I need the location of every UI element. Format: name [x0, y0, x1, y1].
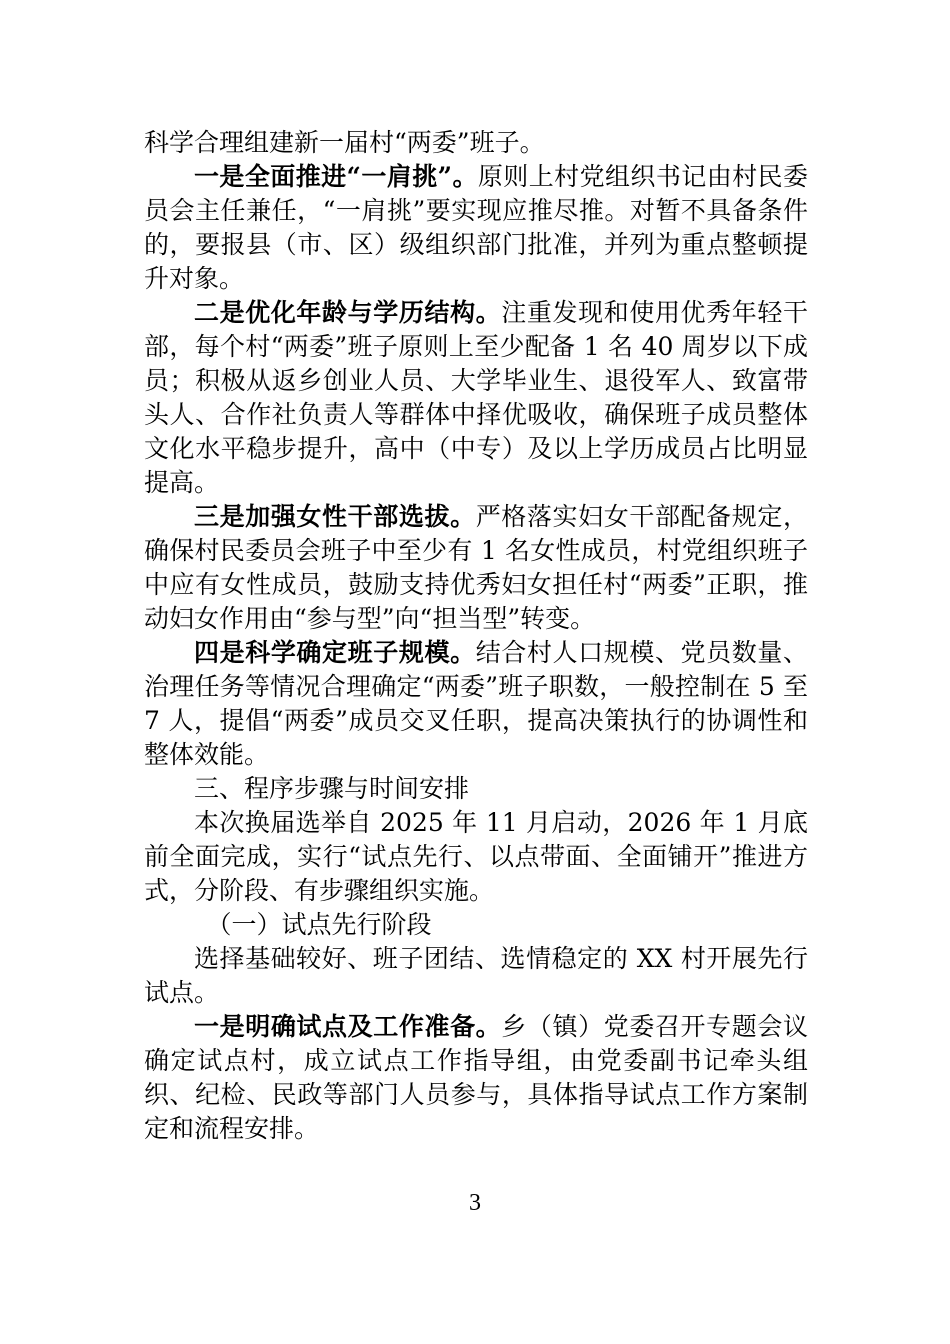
paragraph-lead: 二是优化年龄与学历结构。: [194, 298, 502, 327]
paragraph-text: 原则上村党组织书记由村民委员会主任兼任，“一肩挑”要实现应推尽推。对暂不具备条件的，要报县（市、区）级组织部门批准，并列为重点整顿提升对象。: [144, 162, 808, 293]
paragraph-lead: 四是科学确定班子规模。: [194, 638, 476, 667]
paragraph-text: 选择基础较好、班子团结、选情稳定的 XX 村开展先行试点。: [144, 944, 808, 1007]
paragraph-lead: 三是加强女性干部选拔。: [194, 502, 476, 531]
heading-text: （一）试点先行阶段: [206, 910, 432, 939]
paragraph-continuation: [144, 126, 808, 160]
paragraph-text: 结合村人口规模、党员数量、治理任务等情况合理确定“两委”班子职数，一般控制在 5 至 7 人，提倡“两委”成员交叉任职，提高决策执行的协调性和整体效能。: [144, 638, 808, 769]
document-body: [144, 126, 808, 1146]
paragraph-text: 严格落实妇女干部配备规定，确保村民委员会班子中至少有 1 名女性成员，村党组织班子中应有女性成员，鼓励支持优秀妇女担任村“两委”正职，推动妇女作用由“参与型”向“担当型”转变。: [144, 502, 808, 633]
paragraph-team-size: [144, 636, 808, 772]
section-heading: [144, 772, 808, 806]
paragraph-lead: 一是明确试点及工作准备。: [194, 1012, 502, 1041]
paragraph-age-education: [144, 296, 808, 500]
paragraph-text: 注重发现和使用优秀年轻干部，每个村“两委”班子原则上至少配备 1 名 40 周岁以下成员；积极从返乡创业人员、大学毕业生、退役军人、致富带头人、合作社负责人等群体中择优吸收，确保班子成员整体文化水平稳步提升，高中（中专）及以上学历成员占比明显提高。: [144, 298, 808, 497]
paragraph-female-cadres: [144, 500, 808, 636]
paragraph-one-shoulder: [144, 160, 808, 296]
subsection-heading: [144, 908, 808, 942]
paragraph-text: 本次换届选举自 2025 年 11 月启动，2026 年 1 月底前全面完成，实行“试点先行、以点带面、全面铺开”推进方式，分阶段、有步骤组织实施。: [144, 808, 808, 905]
page-number: 3: [469, 1190, 481, 1216]
paragraph-schedule: [144, 806, 808, 908]
paragraph-text: 乡（镇）党委召开专题会议确定试点村，成立试点工作指导组，由党委副书记牵头组织、纪检、民政等部门人员参与，具体指导试点工作方案制定和流程安排。: [144, 1012, 808, 1143]
paragraph-pilot-selection: [144, 942, 808, 1010]
paragraph-text: 科学合理组建新一届村“两委”班子。: [144, 128, 545, 157]
paragraph-lead: 一是全面推进“一肩挑”。: [194, 162, 478, 191]
heading-text: 三、程序步骤与时间安排: [194, 774, 470, 803]
paragraph-pilot-preparation: [144, 1010, 808, 1146]
